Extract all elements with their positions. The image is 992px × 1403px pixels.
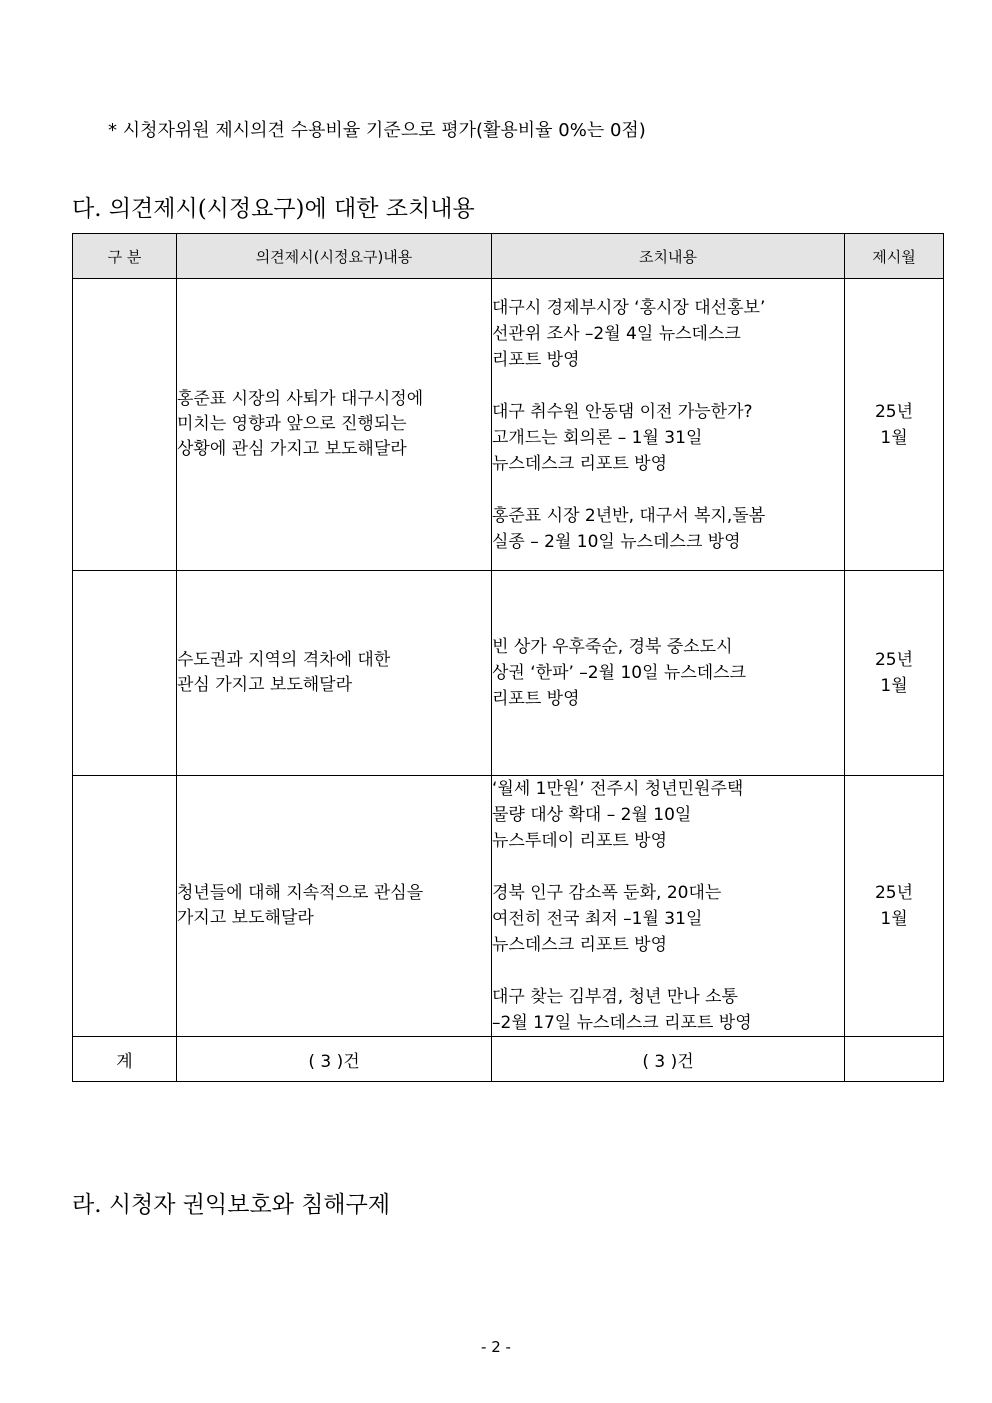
opinion-line: 관심 가지고 보도해달라 <box>177 675 353 695</box>
action-cell <box>492 279 845 571</box>
table-row <box>73 279 944 571</box>
opinion-cell <box>177 279 492 571</box>
action-line: 고개드는 회의론 – 1월 31일 <box>492 427 703 448</box>
total-action-count: ( 3 )건 <box>492 1037 845 1082</box>
section-title-opinion-actions: 다. 의견제시(시정요구)에 대한 조치내용 <box>72 196 475 222</box>
month-cell <box>845 776 944 1037</box>
action-line: 경북 인구 감소폭 둔화, 20대는 <box>492 883 722 903</box>
action-item <box>492 399 844 477</box>
opinion-line: 미치는 영향과 앞으로 진행되는 <box>177 414 407 434</box>
action-line: 대구 찾는 김부겸, 청년 만나 소통 <box>492 987 738 1007</box>
month-cell <box>845 279 944 571</box>
action-item <box>492 880 844 958</box>
category-cell <box>73 279 177 571</box>
action-line: 뉴스데스크 리포트 방영 <box>492 935 668 955</box>
action-line: 빈 상가 우후죽순, 경북 중소도시 <box>492 637 733 657</box>
month-month: 1월 <box>880 676 908 696</box>
total-opinion-count: ( 3 )건 <box>177 1037 492 1082</box>
action-line: 실종 – 2월 10일 뉴스데스크 방영 <box>492 531 741 552</box>
opinion-line: 수도권과 지역의 격차에 대한 <box>177 650 391 670</box>
opinion-cell <box>177 776 492 1037</box>
month-month: 1월 <box>880 909 908 929</box>
action-line: 리포트 방영 <box>492 349 580 370</box>
month-cell <box>845 571 944 776</box>
action-cell <box>492 776 845 1037</box>
action-line: –2월 17일 뉴스데스크 리포트 방영 <box>492 1013 752 1033</box>
total-row <box>73 1037 944 1082</box>
action-item <box>492 984 844 1036</box>
table-row <box>73 776 944 1037</box>
action-line: 여전히 전국 최저 –1월 31일 <box>492 909 703 929</box>
evaluation-note: * 시청자위원 제시의견 수용비율 기준으로 평가(활용비율 0%는 0점) <box>108 120 646 141</box>
month-year: 25년 <box>874 650 914 670</box>
header-category: 구 분 <box>73 234 177 279</box>
action-item <box>492 295 844 373</box>
action-line: ‘월세 1만원’ 전주시 청년민원주택 <box>492 779 744 799</box>
month-year: 25년 <box>874 883 914 903</box>
month-year: 25년 <box>874 401 914 422</box>
action-item <box>492 776 844 854</box>
action-item <box>492 634 844 712</box>
header-month: 제시월 <box>845 234 944 279</box>
header-action: 조치내용 <box>492 234 845 279</box>
table-row <box>73 571 944 776</box>
action-line: 대구시 경제부시장 ‘홍시장 대선홍보’ <box>492 297 766 318</box>
action-line: 상권 ‘한파’ –2월 10일 뉴스데스크 <box>492 663 747 683</box>
total-label: 계 <box>73 1037 177 1082</box>
opinion-line: 상황에 관심 가지고 보도해달라 <box>177 439 407 459</box>
action-line: 물량 대상 확대 – 2월 10일 <box>492 805 692 825</box>
opinion-cell <box>177 571 492 776</box>
action-line: 홍준표 시장 2년반, 대구서 복지,돌봄 <box>492 505 766 526</box>
action-line: 대구 취수원 안동댐 이전 가능한가? <box>492 401 753 422</box>
action-cell <box>492 571 845 776</box>
opinion-action-table <box>72 233 944 1082</box>
page-number: - 2 - <box>481 1338 511 1356</box>
action-line: 선관위 조사 –2월 4일 뉴스데스크 <box>492 323 741 344</box>
opinion-line: 청년들에 대해 지속적으로 관심을 <box>177 883 424 903</box>
category-cell <box>73 571 177 776</box>
total-month <box>845 1037 944 1082</box>
table-header-row <box>73 234 944 279</box>
header-opinion: 의견제시(시정요구)내용 <box>177 234 492 279</box>
opinion-line: 가지고 보도해달라 <box>177 908 314 928</box>
action-line: 뉴스투데이 리포트 방영 <box>492 831 668 851</box>
action-line: 리포트 방영 <box>492 689 580 709</box>
action-item <box>492 503 844 555</box>
section-title-viewer-rights: 라. 시청자 권익보호와 침해구제 <box>72 1192 391 1218</box>
opinion-line: 홍준표 시장의 사퇴가 대구시정에 <box>177 389 424 409</box>
category-cell <box>73 776 177 1037</box>
action-line: 뉴스데스크 리포트 방영 <box>492 453 668 474</box>
month-month: 1월 <box>880 427 908 448</box>
